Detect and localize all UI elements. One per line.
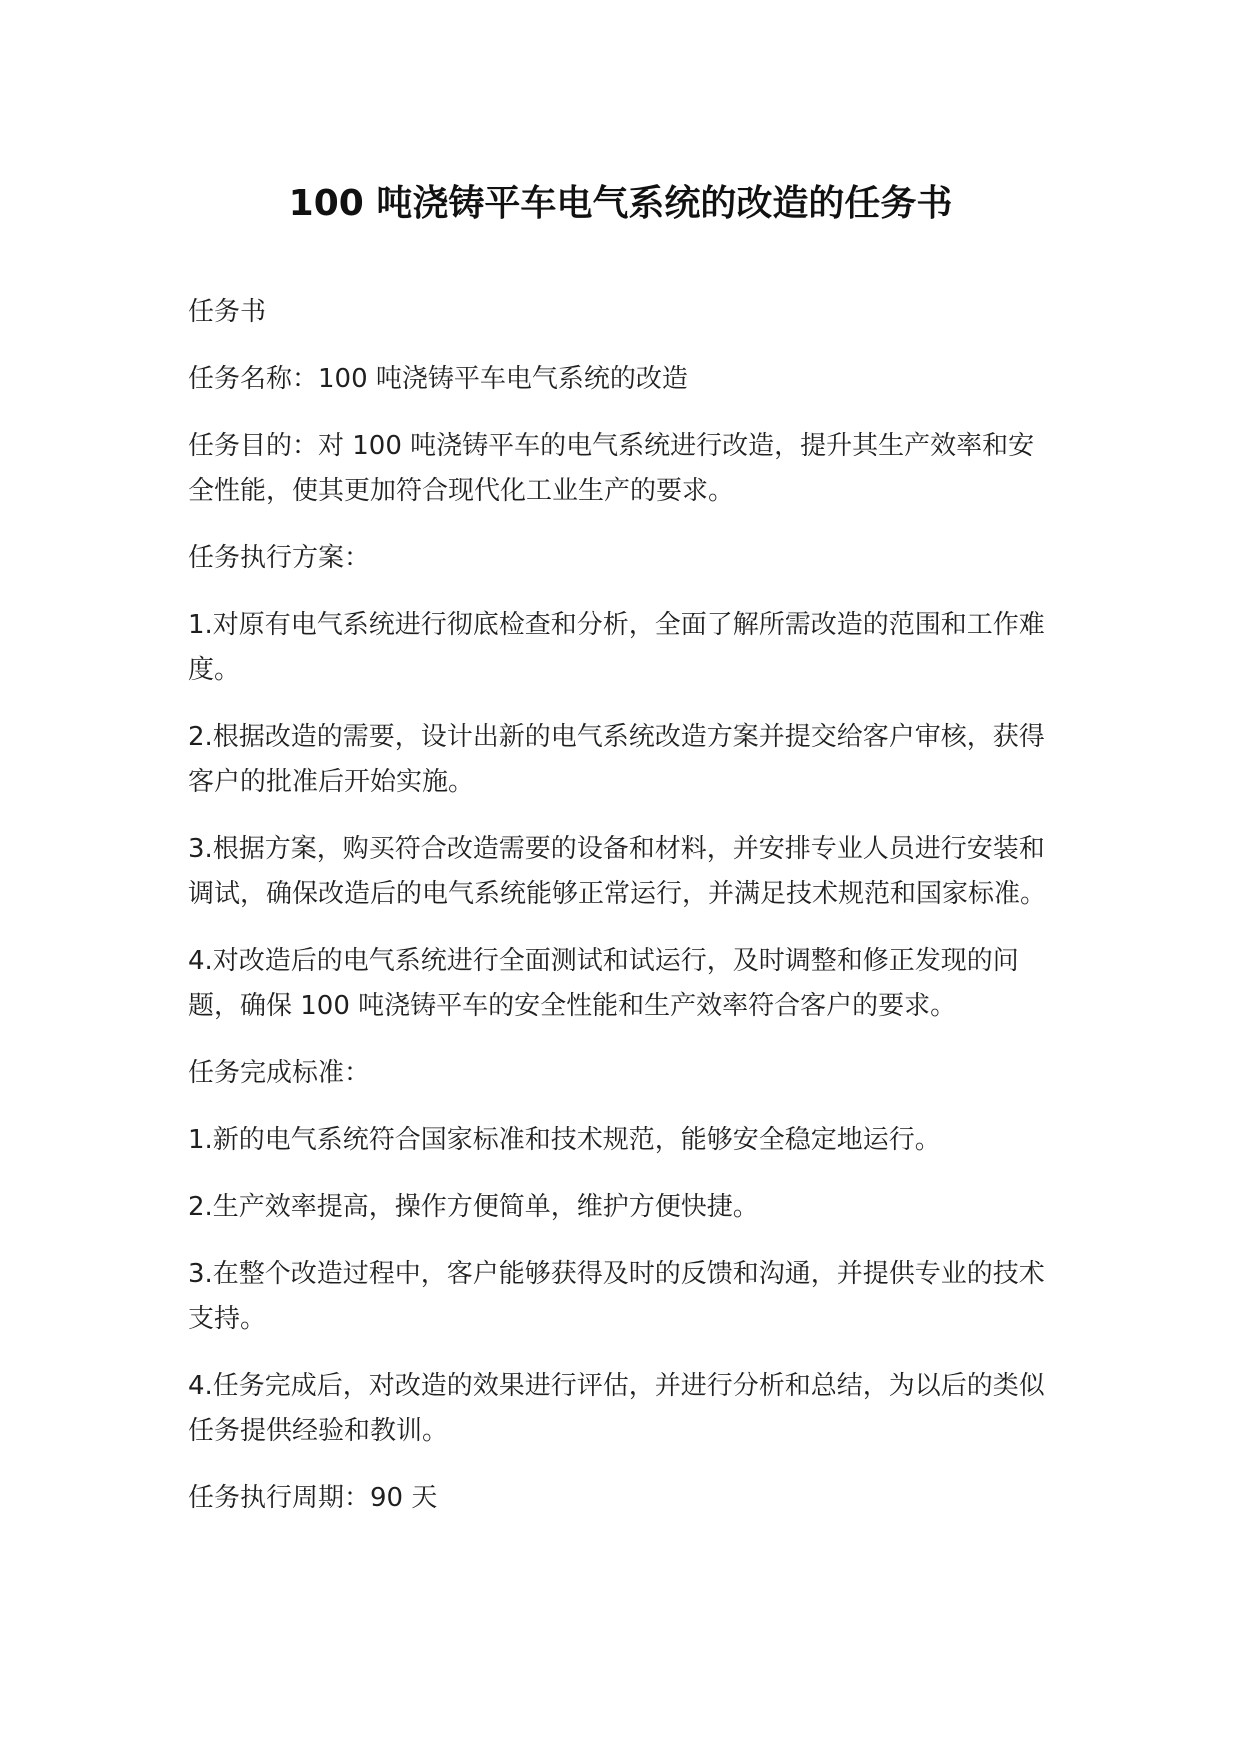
plan-item-4: 4.对改造后的电气系统进行全面测试和试运行，及时调整和修正发现的问题，确保 100 吨浇铸平车的安全性能和生产效率符合客户的要求。 [188,946,1019,1021]
heading-completion-standards: 任务完成标准： [188,1058,371,1088]
standard-item-4: 4.任务完成后，对改造的效果进行评估，并进行分析和总结，为以后的类似任务提供经验和教训。 [188,1371,1045,1446]
document-title: 100 吨浇铸平车电气系统的改造的任务书 [288,183,953,224]
plan-item-2: 2.根据改造的需要，设计出新的电气系统改造方案并提交给客户审核，获得客户的批准后开始实施。 [188,722,1045,797]
heading-task-book: 任务书 [188,297,267,327]
heading-execution-plan: 任务执行方案： [188,543,371,573]
plan-item-3: 3.根据方案，购买符合改造需要的设备和材料，并安排专业人员进行安装和调试，确保改造后的电气系统能够正常运行，并满足技术规范和国家标准。 [188,834,1047,909]
standard-item-3: 3.在整个改造过程中，客户能够获得及时的反馈和沟通，并提供专业的技术支持。 [188,1259,1045,1334]
execution-period: 任务执行周期：90 天 [188,1483,438,1513]
task-name: 任务名称：100 吨浇铸平车电气系统的改造 [188,364,688,394]
task-purpose: 任务目的：对 100 吨浇铸平车的电气系统进行改造，提升其生产效率和安全性能，使其更加符合现代化工业生产的要求。 [188,431,1035,506]
standard-item-2: 2.生产效率提高，操作方便简单，维护方便快捷。 [188,1192,759,1222]
standard-item-1: 1.新的电气系统符合国家标准和技术规范，能够安全稳定地运行。 [188,1125,941,1155]
document-body [188,290,1058,1543]
plan-item-1: 1.对原有电气系统进行彻底检查和分析，全面了解所需改造的范围和工作难度。 [188,610,1045,685]
